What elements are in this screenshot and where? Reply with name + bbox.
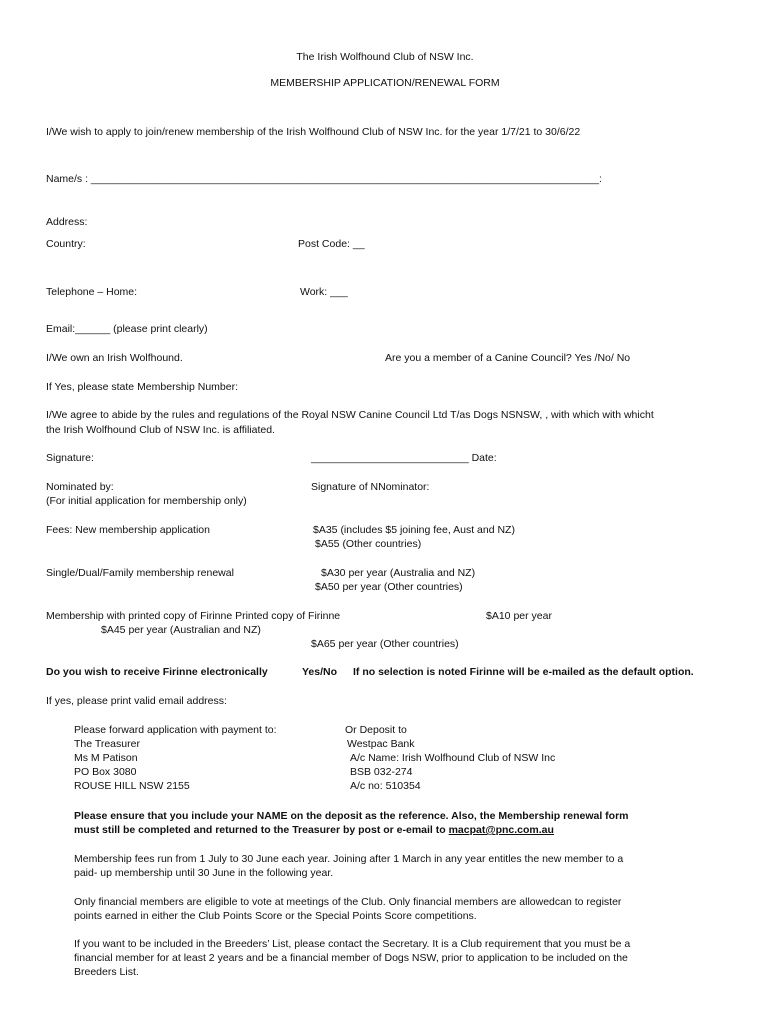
payment-forward-line: Please forward application with payment to: (74, 724, 277, 736)
deposit-notice-line1: Please ensure that you include your NAME on the deposit as the reference. Also, the Membership renewal form (74, 810, 629, 822)
deposit-bank: Westpac Bank (347, 738, 415, 750)
fee-new-aus: $A35 (includes $5 joining fee, Aust and NZ) (313, 524, 515, 536)
email-field[interactable]: Email:______ (please print clearly) (46, 323, 208, 335)
work-phone-field[interactable]: Work: ___ (300, 286, 348, 298)
payment-po-box-line: PO Box 3080 (74, 766, 137, 778)
telephone-home-field[interactable]: Telephone – Home: (46, 286, 138, 298)
fee-firinne-label: Membership with printed copy of Firinne Printed copy of Firinne (46, 610, 341, 622)
nominator-signature-field[interactable]: Signature of NNominator: (311, 481, 430, 493)
address-field[interactable]: Address: (46, 216, 88, 228)
deposit-notice-line2 (74, 823, 554, 837)
date-field[interactable]: ___________________________ Date: (311, 452, 497, 464)
payment-treasurer-line: The Treasurer (74, 738, 140, 750)
membership-number-field[interactable]: If Yes, please state Membership Number: (46, 381, 239, 393)
payment-suburb-line: ROUSE HILL NSW 2155 (74, 780, 190, 792)
form-title: MEMBERSHIP APPLICATION/RENEWAL FORM (270, 77, 500, 89)
nominated-by-field[interactable]: Nominated by: (46, 481, 114, 493)
electronic-default-note: If no selection is noted Firinne will be e-mailed as the default option. (353, 666, 694, 678)
agreement-text-line2: the Irish Wolfhound Club of NSW Inc. is affiliated. (46, 424, 275, 436)
email-address-prompt[interactable]: If yes, please print valid email address: (46, 695, 227, 707)
deposit-account-number: A/c no: 510354 (350, 780, 421, 792)
payment-name-line: Ms M Patison (74, 752, 138, 764)
post-code-field[interactable]: Post Code: __ (298, 238, 365, 250)
treasurer-email-link[interactable]: macpat@pnc.com.au (448, 824, 554, 836)
breeders-list-line1: If you want to be included in the Breeders’ List, please contact the Secretary. It is a Club requirement that you must be a (74, 938, 631, 950)
deposit-heading: Or Deposit to (345, 724, 407, 736)
electronic-question: Do you wish to receive Firinne electronically (46, 666, 268, 678)
electronic-yes-no-option[interactable]: Yes/No (302, 666, 338, 678)
signature-field[interactable]: Signature: (46, 452, 94, 464)
breeders-list-line2: financial member for at least 2 years and be a financial member of Dogs NSW, prior to application to be included on the (74, 952, 628, 964)
fee-firinne-other: $A65 per year (Other countries) (311, 638, 459, 650)
fee-renewal-label: Single/Dual/Family membership renewal (46, 567, 234, 579)
deposit-account-name: A/c Name: Irish Wolfhound Club of NSW Inc (350, 752, 556, 764)
names-field[interactable]: Name/s : _______________________________________________________________________________________: (46, 173, 602, 185)
deposit-notice-text: must still be completed and returned to the Treasurer by post or e-email to (74, 824, 449, 836)
fee-renewal-other: $A50 per year (Other countries) (315, 581, 463, 593)
canine-council-question[interactable]: Are you a member of a Canine Council? Yes /No/ No (385, 352, 631, 364)
fee-new-label: Fees: New membership application (46, 524, 210, 536)
fee-firinne-price: $A10 per year (486, 610, 552, 622)
fees-period-line2: paid- up membership until 30 June in the following year. (74, 867, 334, 879)
own-wolfhound-text: I/We own an Irish Wolfhound. (46, 352, 183, 364)
intro-text: I/We wish to apply to join/renew membership of the Irish Wolfhound Club of NSW Inc. for the year 1/7/21 to 30/6/22 (46, 126, 581, 138)
nominated-note: (For initial application for membership only) (46, 495, 247, 507)
fees-period-line1: Membership fees run from 1 July to 30 June each year. Joining after 1 March in any year entitles the new member to a (74, 853, 624, 865)
country-field[interactable]: Country: (46, 238, 86, 250)
fee-renewal-aus: $A30 per year (Australia and NZ) (321, 567, 476, 579)
fee-new-other: $A55 (Other countries) (315, 538, 422, 550)
breeders-list-line3: Breeders List. (74, 966, 139, 978)
club-name: The Irish Wolfhound Club of NSW Inc. (296, 51, 474, 63)
deposit-bsb: BSB 032-274 (350, 766, 413, 778)
financial-members-line1: Only financial members are eligible to vote at meetings of the Club. Only financial members are allowedcan to register (74, 896, 622, 908)
agreement-text-line1: I/We agree to abide by the rules and regulations of the Royal NSW Canine Council Ltd T/as Dogs NSNSW, , with which with whicht (46, 409, 654, 421)
financial-members-line2: points earned in either the Club Points Score or the Special Points Score competitions. (74, 910, 477, 922)
fee-firinne-aus: $A45 per year (Australian and NZ) (101, 624, 261, 636)
